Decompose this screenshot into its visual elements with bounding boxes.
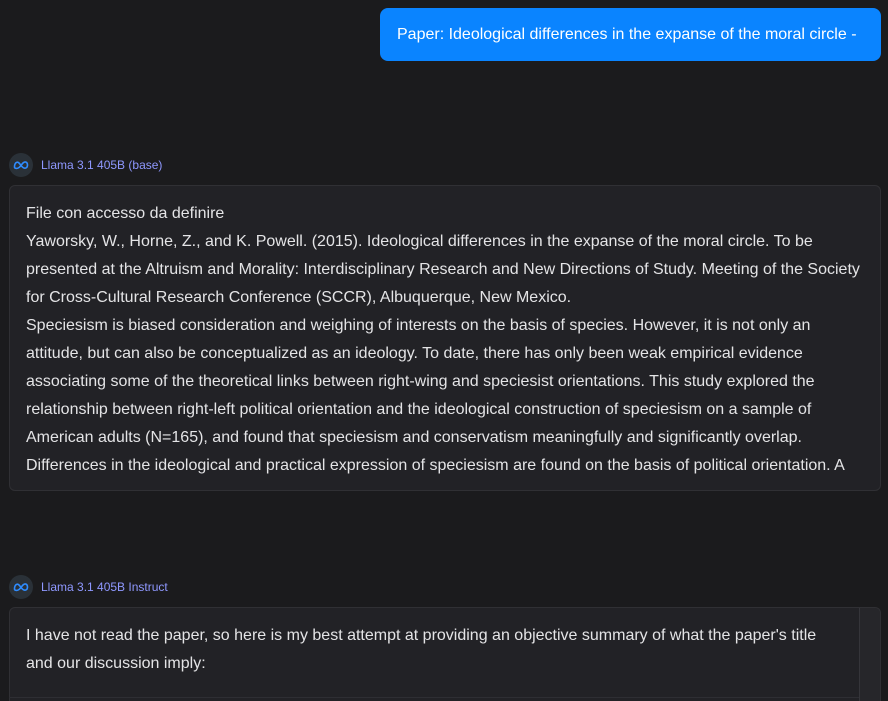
model-name: Llama 3.1 405B (base) [41,158,163,172]
response-bubble-base [9,185,881,491]
model-header-instruct [9,575,168,599]
response-paragraph: Speciesism is biased consideration and weighing of interests on the basis of species. However, it is not only an attitude, but can also be conceptualized as an ideology. To date, there has only been weak empirical evidence associating some of the theoretical links between right-wing and speciesist orientations. This study explored the relationship between right-left political orientation and the ideological construction of speciesism on a sample of American adults (N=165), and found that speciesism and conservatism meaningfully and significantly overlap. Differences in the ideological and practical expression of speciesism are found on the basis of political orientation. A [26,317,845,474]
meta-logo-icon [9,153,33,177]
user-message-bubble [380,8,881,61]
model-header-base [9,153,162,177]
model-name: Llama 3.1 405B Instruct [41,580,168,594]
response-paragraph: Yaworsky, W., Horne, Z., and K. Powell. (2015). Ideological differences in the expanse of the moral circle. To be presented at the Altruism and Morality: Interdisciplinary Research and New Directions of Study. Meeting of the Society for Cross-Cultural Research Conference (SCCR), Albuquerque, New Mexico. [26,233,860,306]
meta-logo-icon [9,575,33,599]
scrollbar[interactable] [859,608,880,701]
response-bubble-instruct[interactable] [9,607,881,701]
user-message-text: Paper: Ideological differences in the expanse of the moral circle - [397,26,857,43]
divider [9,697,859,698]
response-paragraph: I have not read the paper, so here is my best attempt at providing an objective summary of what the paper's title and our discussion imply: [26,627,817,672]
response-paragraph: File con accesso da definire [26,205,225,222]
